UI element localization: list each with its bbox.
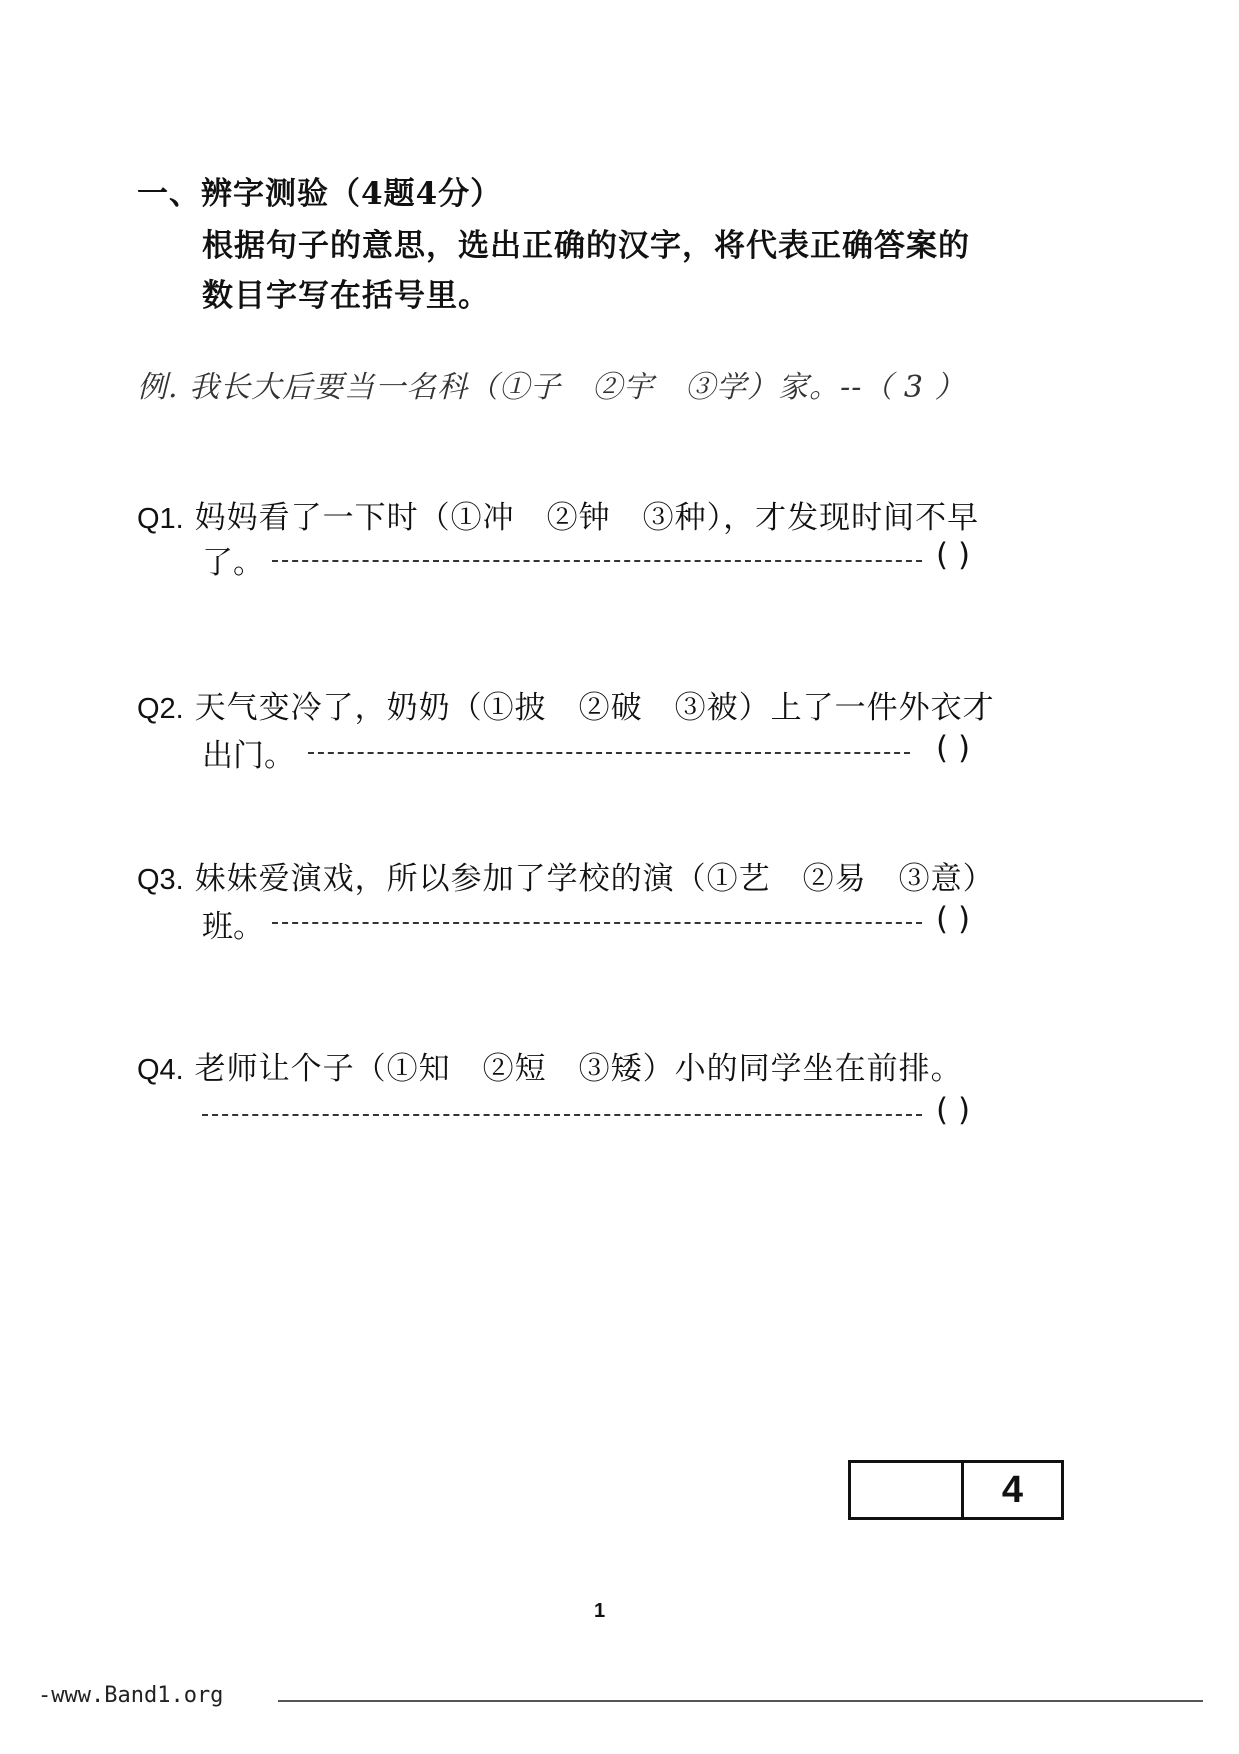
instruction-line-2: 数目字写在括号里。 <box>202 278 490 314</box>
question-4-answer-blank[interactable]: ( ) <box>936 1092 971 1128</box>
question-4-leader-line <box>202 1114 922 1116</box>
question-3-line-2: 班。 <box>202 909 264 945</box>
question-2-line-1 <box>137 682 995 727</box>
question-1-leader-line <box>272 560 922 562</box>
question-2-line-2: 出门。 <box>202 738 295 774</box>
section-title: 一、辨字测验（4题4分） <box>137 176 503 212</box>
score-obtained-cell[interactable] <box>851 1463 964 1517</box>
score-total-cell: 4 <box>1001 1468 1024 1511</box>
question-2-leader-line <box>308 752 910 754</box>
page-number: 1 <box>594 1600 606 1622</box>
question-4-line-1 <box>137 1043 963 1088</box>
example-sentence: 例. 我长大后要当一名科（①子 ②宇 ③学）家。--（ 3 ） <box>137 370 966 405</box>
question-3-text: 妹妹爱演戏，所以参加了学校的演（①艺 ②易 ③意） <box>194 861 995 897</box>
footer-url: -www.Band1.org <box>38 1683 224 1708</box>
question-1-line-2: 了。 <box>202 545 264 581</box>
question-2-text: 天气变冷了，奶奶（①披 ②破 ③被）上了一件外衣才 <box>194 690 995 726</box>
question-3-leader-line <box>272 922 922 924</box>
question-4-number: Q4. <box>137 1054 184 1086</box>
instruction-line-1: 根据句子的意思，选出正确的汉字，将代表正确答案的 <box>202 228 970 264</box>
question-1-answer-blank[interactable]: ( ) <box>936 537 971 573</box>
question-3-line-1 <box>137 853 995 898</box>
question-2-number: Q2. <box>137 693 184 725</box>
question-2-answer-blank[interactable]: ( ) <box>936 730 971 766</box>
question-1-line-1 <box>137 492 979 537</box>
question-4-text: 老师让个子（①知 ②短 ③矮）小的同学坐在前排。 <box>194 1051 963 1087</box>
question-1-text: 妈妈看了一下时（①冲 ②钟 ③种），才发现时间不早 <box>194 500 980 536</box>
question-1-number: Q1. <box>137 503 184 535</box>
footer-rule <box>278 1700 1203 1702</box>
score-box <box>848 1460 1064 1520</box>
question-3-answer-blank[interactable]: ( ) <box>936 901 971 937</box>
question-3-number: Q3. <box>137 864 184 896</box>
